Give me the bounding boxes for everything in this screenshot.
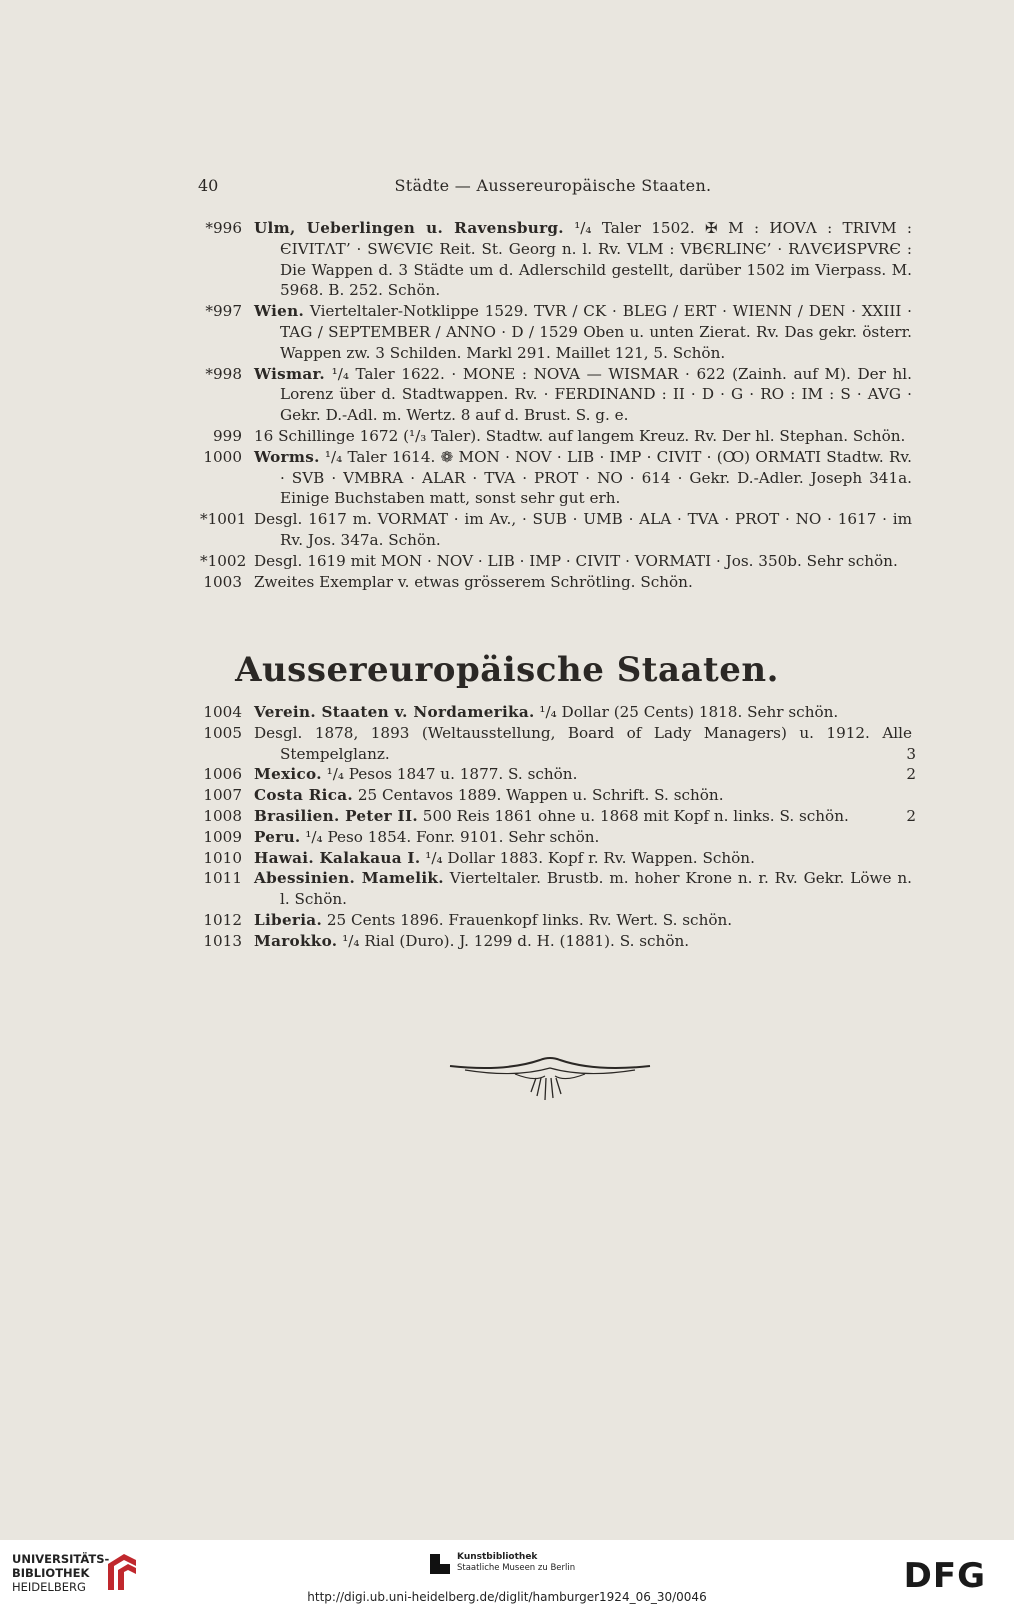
- kunstbibliothek-logo-icon: [430, 1554, 450, 1574]
- kb-line-1: Kunstbibliothek: [457, 1552, 538, 1562]
- lot-number: 1013: [203, 931, 242, 950]
- lot-description: [254, 702, 912, 723]
- catalog-entry: [200, 702, 912, 723]
- catalog-entry: [200, 301, 912, 363]
- lot-title: Brasilien. Peter II.: [254, 806, 418, 825]
- lot-description: [254, 910, 912, 931]
- lot-count: 2: [906, 806, 916, 825]
- lot-text: 25 Centavos 1889. Wappen u. Schrift. S. schön.: [357, 786, 724, 805]
- lot-description: [254, 868, 912, 910]
- lot-number: 1010: [203, 848, 242, 867]
- lot-number: 999: [213, 426, 242, 445]
- catalog-entry: [200, 509, 912, 551]
- section-title: Aussereuropäische Staaten.: [235, 650, 779, 690]
- lot-text: 25 Cents 1896. Frauenkopf links. Rv. Wert. S. schön.: [326, 910, 733, 929]
- lot-number: 1000: [203, 447, 242, 466]
- lot-number: 1007: [203, 786, 242, 805]
- catalog-entry: [200, 868, 912, 910]
- lot-text: ¹/₄ Taler 1622. · MONE : NOVA — WISMAR · 622 (Zainh. auf M). Der hl. Lorenz über d. Stadtwappen. Rv. · FERDINAND : II · D · G · RO : IM : S · AVG · Gekr. D.-Adl. m. Wertz. 8 auf d. Brust. S. g. e.: [280, 364, 912, 425]
- lot-number: 1003: [203, 572, 242, 591]
- lot-text: Vierteltaler-Notklippe 1529. TVR / CK · BLEG / ERT · WIENN / DEN · XXIII · TAG / SEPTEMBER / ANNO · D / 1529 Oben u. unten Zierat. Rv. Das gekr. österr. Wappen zw. 3 Schilden. Markl 291. Maillet 121, 5. Schön.: [280, 302, 912, 362]
- lot-number: 1006: [203, 765, 242, 784]
- lot-title: Verein. Staaten v. Nordamerika.: [254, 703, 535, 721]
- lot-number: 1004: [203, 703, 242, 721]
- catalog-entry: [200, 806, 916, 827]
- university-library-label: [12, 1552, 109, 1594]
- lot-text: 500 Reis 1861 ohne u. 1868 mit Kopf n. links. S. schön.: [422, 806, 849, 825]
- footer-bar: [0, 1540, 1014, 1607]
- catalog-entry: [200, 426, 912, 447]
- lot-number: 1011: [203, 869, 242, 888]
- catalog-entry: [200, 931, 912, 952]
- lot-title: Wien.: [254, 302, 305, 321]
- lot-text: ¹/₄ Pesos 1847 u. 1877. S. schön.: [326, 765, 578, 784]
- catalog-entries-cities: [200, 218, 912, 592]
- university-logo-icon: [104, 1550, 140, 1594]
- lot-description: [254, 301, 912, 363]
- running-title: Städte — Aussereuropäische Staaten.: [394, 176, 712, 195]
- lot-number: 1005: [203, 723, 242, 742]
- lot-description: [254, 426, 912, 447]
- catalog-entry: [200, 910, 912, 931]
- lot-title: Worms.: [254, 447, 320, 466]
- lot-description: [254, 509, 912, 551]
- page-header: [198, 176, 908, 200]
- lot-text: ¹/₄ Taler 1614. ❁ MON · NOV · LIB · IMP · CIVIT · (Ꝏ) ORMATI Stadtw. Rv. · SVB · VMBRA · ALAR · TVA · PROT · NO · 614 · Gekr. D.-Adler. Joseph 341a. Einige Buchstaben matt, sonst sehr gut erh.: [280, 447, 913, 508]
- lot-number: *997: [205, 302, 242, 321]
- lot-title: Hawai. Kalakaua I.: [254, 848, 421, 867]
- lot-description: [254, 218, 912, 301]
- lot-text: 16 Schillinge 1672 (¹/₃ Taler). Stadtw. auf langem Kreuz. Rv. Der hl. Stephan. Schön.: [254, 426, 906, 445]
- catalog-entry: [200, 827, 912, 848]
- lot-title: Liberia.: [254, 910, 323, 929]
- catalog-entry: [200, 785, 912, 806]
- page-number: 40: [198, 176, 219, 195]
- lot-title: Mexico.: [254, 765, 322, 784]
- lot-count: 2: [906, 765, 916, 784]
- uni-line-3: HEIDELBERG: [12, 1580, 86, 1594]
- lot-description: [254, 827, 912, 848]
- catalog-entry: [200, 848, 912, 869]
- lot-text: Desgl. 1619 mit MON · NOV · LIB · IMP · CIVIT · VORMATI · Jos. 350b. Sehr schön.: [254, 551, 898, 570]
- lot-title: Wismar.: [254, 364, 326, 383]
- lot-number: 1008: [203, 806, 242, 825]
- lot-title: Ulm, Ueberlingen u. Ravensburg.: [254, 219, 564, 237]
- lot-text: Desgl. 1617 m. VORMAT · im Av., · SUB · UMB · ALA · TVA · PROT · NO · 1617 · im Rv. Jos. 347a. Schön.: [254, 510, 912, 549]
- lot-number: 1012: [203, 910, 242, 929]
- lot-description: [254, 931, 912, 952]
- lot-description: [254, 447, 912, 509]
- source-url[interactable]: http://digi.ub.uni-heidelberg.de/diglit/hamburger1924_06_30/0046: [307, 1590, 707, 1604]
- catalog-entry: [200, 764, 916, 785]
- lot-number: *1002: [200, 551, 247, 570]
- catalog-entry: [200, 723, 916, 765]
- lot-count: 3: [906, 744, 916, 763]
- lot-text: Vierteltaler. Brustb. m. hoher Krone n. r. Rv. Gekr. Löwe n. l. Schön.: [280, 869, 913, 909]
- lot-number: *998: [205, 364, 242, 383]
- lot-description: [254, 551, 912, 572]
- ornament-divider: [445, 1048, 655, 1104]
- lot-description: [254, 785, 912, 806]
- lot-number: 1009: [203, 827, 242, 846]
- lot-title: Peru.: [254, 827, 301, 846]
- lot-description: [254, 572, 912, 593]
- catalog-entry: [200, 364, 912, 426]
- lot-number: *996: [205, 219, 242, 237]
- catalog-entries-non-european: [200, 702, 916, 952]
- lot-description: [254, 364, 912, 426]
- lot-text: ¹/₄ Rial (Duro). J. 1299 d. H. (1881). S. schön.: [342, 931, 690, 950]
- lot-text: ¹/₄ Peso 1854. Fonr. 9101. Sehr schön.: [305, 827, 600, 846]
- lot-description: [254, 848, 912, 869]
- lot-title: Abessinien. Mamelik.: [254, 869, 444, 888]
- lot-text: Desgl. 1878, 1893 (Weltausstellung, Board of Lady Managers) u. 1912. Alle Stempelglanz.: [254, 723, 912, 763]
- kunstbibliothek-label: [457, 1552, 575, 1573]
- lot-description: [254, 723, 912, 765]
- catalog-entry: [200, 572, 912, 593]
- uni-line-1: UNIVERSITÄTS-: [12, 1552, 110, 1566]
- kb-line-2: Staatliche Museen zu Berlin: [457, 1562, 576, 1573]
- lot-title: Costa Rica.: [254, 786, 353, 805]
- lot-description: [254, 764, 912, 785]
- lot-number: *1001: [200, 510, 247, 529]
- dfg-logo: DFG: [903, 1556, 986, 1596]
- catalog-entry: [200, 551, 912, 572]
- lot-text: ¹/₄ Dollar (25 Cents) 1818. Sehr schön.: [539, 703, 839, 721]
- lot-title: Marokko.: [254, 931, 338, 950]
- lot-text: Zweites Exemplar v. etwas grösserem Schrötling. Schön.: [254, 572, 693, 591]
- catalog-entry: [200, 218, 912, 301]
- lot-text: ¹/₄ Dollar 1883. Kopf r. Rv. Wappen. Schön.: [425, 848, 755, 867]
- lot-description: [254, 806, 912, 827]
- lot-text: ¹/₄ Taler 1502. ✠ M : ИOVΛ : TRIVM : ЄIVITΛT’ · SWЄVIЄ Reit. St. Georg n. l. Rv. VLM : VBЄRLINЄ’ · RΛVЄИSPVRЄ : Die Wappen d. 3 Städte um d. Adlerschild gestellt, darüber 1502 im Vierpass. M. 5968. B. 252. Schön.: [280, 219, 913, 300]
- uni-line-2: BIBLIOTHEK: [12, 1566, 90, 1580]
- catalog-entry: [200, 447, 912, 509]
